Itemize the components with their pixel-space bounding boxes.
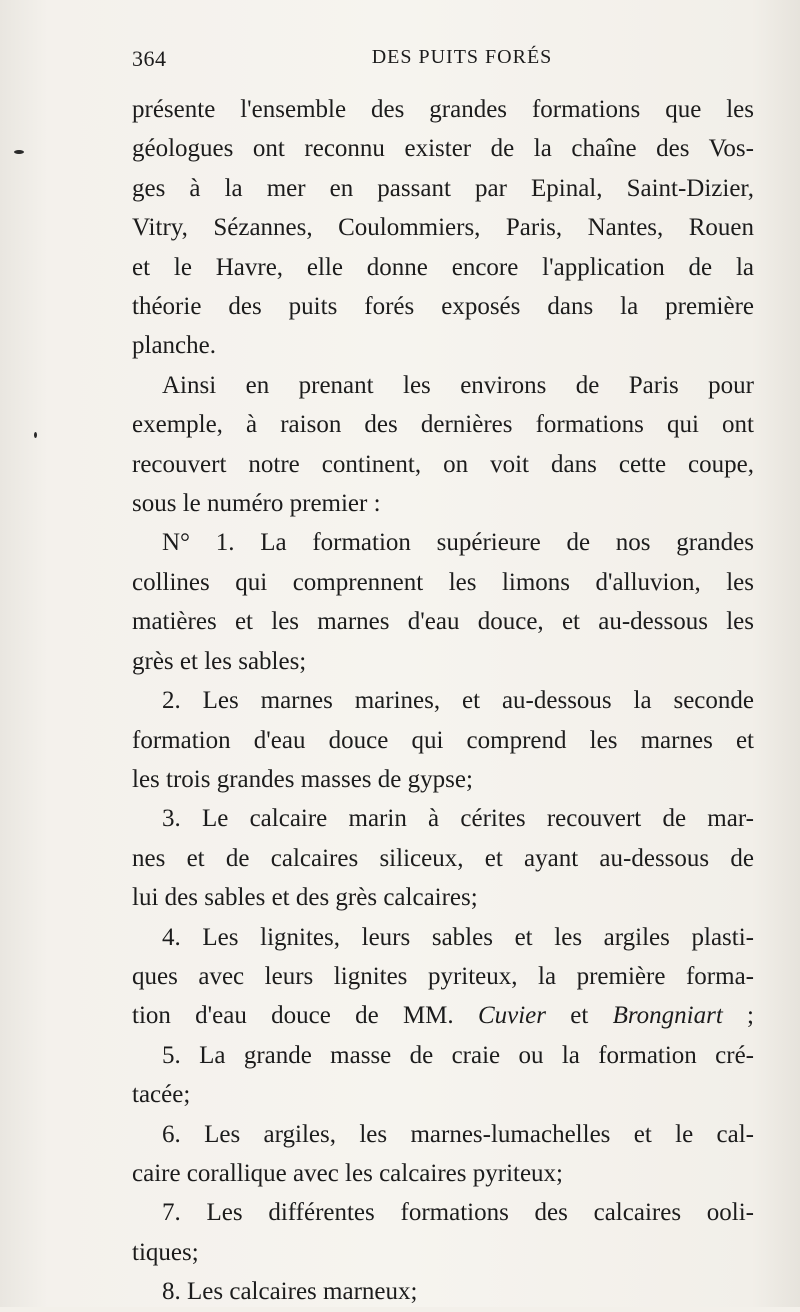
text-line: Ainsi en prenant les environs de Paris pour [162,371,754,399]
text-line: ges à la mer en passant par Epinal, Saint-Dizier, [132,174,754,202]
text-line: 2. Les marnes marines, et au-dessous la seconde [162,687,754,715]
text-line: 8. Les calcaires marneux; [162,1278,418,1306]
text-line: et le Havre, elle donne encore l'application de la [132,253,754,281]
text-line: 3. Le calcaire marin à cérites recouvert de mar- [162,805,754,833]
text-line: ques avec leurs lignites pyriteux, la première forma- [132,962,754,990]
text-line: caire corallique avec les calcaires pyriteux; [132,1159,564,1187]
text-line: Vitry, Sézannes, Coulommiers, Paris, Nantes, Rouen [132,214,754,242]
text-fragment: tion d'eau douce de MM. [132,1002,478,1030]
text-line: sous le numéro premier : [132,490,381,518]
list-item [132,1272,754,1311]
text-line: théorie des puits forés exposés dans la première [132,293,754,321]
list-item [132,918,754,1036]
text-line: présente l'ensemble des grandes formations que les [132,96,754,123]
text-line: 6. Les argiles, les marnes-lumachelles et le cal- [162,1120,754,1148]
text-line: grès et les sables; [132,647,307,675]
text-line: lui des sables et des grès calcaires; [132,884,478,912]
text-line: 4. Les lignites, leurs sables et les argiles plasti- [162,923,754,951]
text-line: géologues ont reconnu exister de la chaîne des Vos- [132,135,754,163]
list-item [132,1036,754,1115]
text-line: 7. Les différentes formations des calcaires ooli- [162,1199,754,1227]
list-item [132,799,754,917]
text-line: les trois grandes masses de gypse; [132,765,473,793]
scan-speck [34,432,37,438]
list-item [132,523,754,681]
text-line: 5. La grande masse de craie ou la formation cré- [162,1041,754,1069]
text-line: recouvert notre continent, on voit dans cette coupe, [132,450,754,478]
text-line: N° 1. La formation supérieure de nos grandes [162,529,754,557]
author-name: Brongniart [612,1002,723,1030]
running-title: DES PUITS FORÉS [371,46,553,68]
body-text [132,90,754,1312]
paragraph [132,366,754,524]
text-line: matières et les marnes d'eau douce, et au-dessous les [132,608,754,636]
author-name: Cuvier [477,1002,546,1030]
scan-speck [14,150,24,154]
text-line [132,996,754,1035]
text-line: tiques; [132,1238,199,1266]
text-line: exemple, à raison des dernières formations qui ont [132,411,754,439]
text-fragment: ; [722,1002,754,1030]
text-line: nes et de calcaires siliceux, et ayant au-dessous de [132,844,754,872]
page-number: 364 [132,46,167,71]
list-item [132,681,754,799]
list-item [132,1115,754,1194]
list-item [132,1193,754,1272]
page-header [132,46,752,76]
paragraph [132,90,754,366]
text-line: tacée; [132,1081,191,1109]
text-line: collines qui comprennent les limons d'alluvion, les [132,568,754,596]
text-fragment: et [545,1002,613,1030]
text-line: formation d'eau douce qui comprend les marnes et [132,726,754,754]
text-line: planche. [132,332,216,360]
